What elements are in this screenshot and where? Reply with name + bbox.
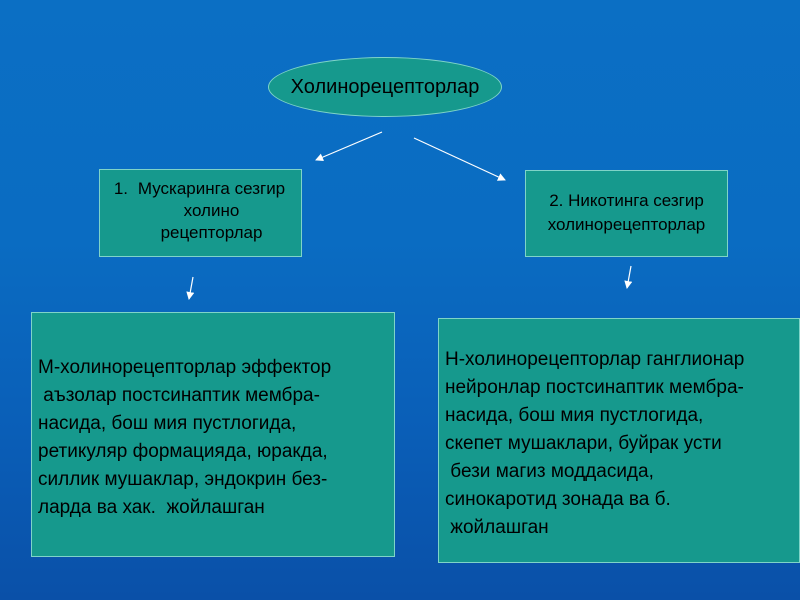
nicotinic-line: 2. Никотинга сезгир (549, 191, 704, 210)
arrow-title-to-muscarinic (316, 132, 382, 160)
m-desc-line: насида, бош мия пустлогида, (38, 413, 297, 434)
nicotinic-receptors-box (525, 170, 728, 257)
arrow-muscarinic-to-m-desc (189, 277, 193, 299)
n-desc-line: бези магиз моддасида, (445, 461, 654, 482)
muscarinic-receptors-box (99, 169, 302, 257)
diagram-title: Холинорецепторлар (290, 75, 480, 98)
m-desc-line: ретикуляр формацияда, юракда, (38, 441, 328, 462)
n-desc-line: нейронлар постсинаптик мембра- (445, 377, 744, 398)
m-receptors-description-box (31, 312, 395, 557)
n-desc-line: Н-холинорецепторлар ганглионар (445, 349, 745, 370)
n-receptors-description-box (438, 318, 800, 563)
m-desc-line: силлик мушаклар, эндокрин без- (38, 469, 328, 490)
n-desc-line: скепет мушаклари, буйрак усти (445, 433, 722, 454)
muscarinic-line: холино (183, 201, 240, 220)
m-desc-line: М-холинорецепторлар эффектор (38, 357, 332, 378)
nicotinic-line: холинорецепторлар (547, 215, 706, 234)
m-desc-line: ларда ва хак. жойлашган (38, 497, 265, 518)
n-desc-line: синокаротид зонада ва б. (445, 489, 671, 510)
arrow-nicotinic-to-n-desc (627, 266, 631, 288)
muscarinic-line: Мускаринга сезгир (137, 179, 286, 198)
m-desc-line: аъзолар постсинаптик мембра- (38, 385, 320, 406)
list-number: 1. (113, 179, 128, 198)
muscarinic-line: рецепторлар (160, 223, 263, 242)
arrow-title-to-nicotinic (414, 138, 505, 180)
n-desc-line: насида, бош мия пустлогида, (445, 405, 704, 426)
n-desc-line: жойлашган (445, 517, 549, 538)
title-ellipse (268, 57, 502, 117)
